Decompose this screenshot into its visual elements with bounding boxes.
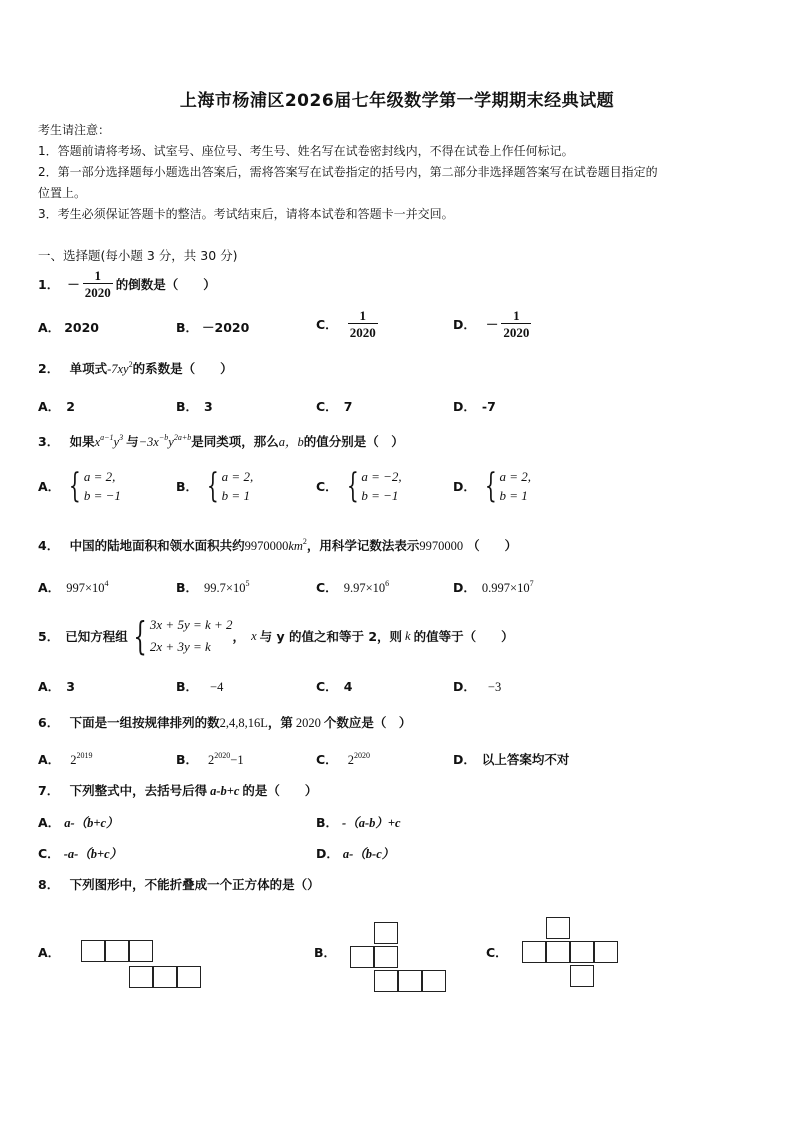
q3-option-d xyxy=(453,467,531,505)
question-1 xyxy=(38,268,216,300)
q6-option-d xyxy=(453,750,569,768)
question-text: 下列整式中，去括号后得 xyxy=(69,783,208,798)
equation-row: a = 2, xyxy=(499,469,532,484)
q7-option-b xyxy=(316,813,401,831)
exponent: a−1 xyxy=(100,433,114,442)
equation-system xyxy=(128,614,233,658)
question-number: 7． xyxy=(38,783,60,798)
option-text: 2 xyxy=(208,753,215,767)
net-square xyxy=(129,966,153,988)
question-text: 下面是一组按规律排列的数 xyxy=(69,715,220,730)
q8-option-c-label: C． xyxy=(486,945,508,960)
question-text: 单项式 xyxy=(69,361,108,376)
question-text: 下列图形中，不能折叠成一个正方体的是（） xyxy=(69,877,320,892)
term-1 xyxy=(95,435,124,449)
question-2 xyxy=(38,359,233,377)
question-number: 2． xyxy=(38,361,60,376)
numerator: 1 xyxy=(359,308,366,323)
option-label: B． xyxy=(176,320,199,335)
option-label: D． xyxy=(453,399,476,414)
option-label: A． xyxy=(38,752,61,767)
net-square xyxy=(570,965,594,987)
variable: x xyxy=(251,628,257,643)
base: −3x xyxy=(138,435,159,449)
option-label: D． xyxy=(453,580,476,595)
option-label: B． xyxy=(176,679,199,694)
q3-option-a xyxy=(38,467,121,505)
option-label: C． xyxy=(316,752,338,767)
exponent: 6 xyxy=(385,579,390,588)
net-square xyxy=(422,970,446,992)
option-label: B． xyxy=(316,815,339,830)
equation-system xyxy=(342,467,402,505)
option-text: -7 xyxy=(481,399,496,414)
equation-row: b = 1 xyxy=(221,488,250,503)
question-text: 中国的陆地面积和领水面积共约 xyxy=(69,538,245,553)
q5-option-b xyxy=(176,677,223,695)
exponent: 7 xyxy=(529,579,534,588)
question-text: 与 xyxy=(126,434,139,449)
q4-option-b xyxy=(176,578,249,596)
option-label: D． xyxy=(453,479,476,494)
option-label: D． xyxy=(453,317,476,332)
variable: k xyxy=(405,628,411,643)
q1-option-b xyxy=(176,318,249,336)
option-label: B． xyxy=(176,580,199,595)
fraction xyxy=(348,308,378,340)
equation-row: 3x + 5y = k + 2 xyxy=(149,617,233,632)
exponent: 2020 xyxy=(353,751,370,760)
question-text: 个数应是（ ） xyxy=(323,715,412,730)
brace-icon: { xyxy=(69,466,81,506)
question-5 xyxy=(38,614,514,658)
net-square xyxy=(546,941,570,963)
expression: -7xy xyxy=(107,362,129,376)
cube-net-a xyxy=(81,940,201,990)
option-text: 9.97×10 xyxy=(343,581,386,595)
option-label: C． xyxy=(316,317,338,332)
q7-option-d xyxy=(316,844,394,862)
question-text: 如果 xyxy=(69,434,95,449)
q1-option-a xyxy=(38,318,99,336)
option-text: 7 xyxy=(343,399,353,414)
q7-option-c xyxy=(38,844,122,862)
exponent: −b xyxy=(158,433,169,442)
question-text: ，用科学记数法表示 xyxy=(306,538,420,553)
question-3 xyxy=(38,432,404,450)
q6-option-c xyxy=(316,750,370,768)
value: 9970000 xyxy=(419,539,464,553)
notice-item-2-cont: 位置上。 xyxy=(38,186,87,200)
question-text: 的倒数是（ ） xyxy=(115,277,216,292)
option-text: 2020 xyxy=(64,320,99,335)
notice-item-2: 2．第一部分选择题每小题选出答案后，需将答案写在试卷指定的括号内，第二部分非选择题答案写在试卷题目指定的 xyxy=(38,165,658,179)
q3-option-b xyxy=(176,467,253,505)
expression: a-b+c xyxy=(210,784,240,798)
option-label: C． xyxy=(316,479,338,494)
notice-item-3: 3．考生必须保证答题卡的整洁。考试结束后，请将本试卷和答题卡一并交回。 xyxy=(38,207,454,221)
fraction xyxy=(501,308,531,340)
question-text: ，第 xyxy=(267,715,293,730)
option-text: a-（b-c） xyxy=(342,847,395,861)
option-text: 3 xyxy=(66,679,75,694)
question-6 xyxy=(38,713,411,731)
question-text: 与 y 的值之和等于 2，则 xyxy=(259,629,403,644)
net-square xyxy=(105,940,129,962)
variables: a，b xyxy=(278,435,304,449)
option-label: A． xyxy=(38,479,61,494)
exponent: 3 xyxy=(119,433,124,442)
option-text: 以上答案均不对 xyxy=(481,752,570,767)
option-label: C． xyxy=(316,580,338,595)
section-heading: 一、选择题(每小题 3 分，共 30 分) xyxy=(38,248,238,263)
option-text: 4 xyxy=(343,679,353,694)
option-text: -a-（b+c） xyxy=(63,847,123,861)
base: y xyxy=(168,435,174,449)
equation-row: a = −2, xyxy=(361,469,402,484)
option-text: -（a-b）+c xyxy=(342,816,401,830)
unit: km xyxy=(288,539,303,553)
equation-row: b = −1 xyxy=(361,488,399,503)
option-label: C． xyxy=(316,679,338,694)
option-text: −4 xyxy=(210,680,224,694)
q5-option-a xyxy=(38,677,75,695)
answer-parens: （ ） xyxy=(467,538,518,553)
equation-system xyxy=(480,467,531,505)
value: 9970000 xyxy=(244,539,289,553)
question-text: 的系数是（ ） xyxy=(132,361,233,376)
q1-option-c xyxy=(316,308,381,340)
option-text: −3 xyxy=(487,680,502,694)
question-text: 的值分别是（ ） xyxy=(303,434,404,449)
option-text: −1 xyxy=(230,753,244,767)
net-square xyxy=(81,940,105,962)
option-label: A． xyxy=(38,580,61,595)
q4-option-a xyxy=(38,578,109,596)
option-label: D． xyxy=(453,679,476,694)
net-square xyxy=(374,970,398,992)
q6-option-b xyxy=(176,750,244,768)
net-square xyxy=(594,941,618,963)
question-number: 4． xyxy=(38,538,60,553)
question-8 xyxy=(38,875,320,893)
q1-option-d xyxy=(453,308,534,340)
option-text: 2 xyxy=(70,753,77,767)
equation-row: 2x + 3y = k xyxy=(149,639,211,654)
option-label: B． xyxy=(176,479,199,494)
net-square xyxy=(153,966,177,988)
option-text: a-（b+c） xyxy=(64,816,119,830)
option-label: A． xyxy=(38,679,61,694)
base: x xyxy=(94,435,101,449)
net-square xyxy=(522,941,546,963)
q2-option-d xyxy=(453,397,496,415)
question-text: 是同类项，那么 xyxy=(191,434,279,449)
brace-icon: { xyxy=(346,466,359,506)
option-label: D． xyxy=(453,752,476,767)
net-square xyxy=(129,940,153,962)
equation-system xyxy=(202,467,253,505)
numerator: 1 xyxy=(513,308,520,323)
option-label: A． xyxy=(38,815,61,830)
question-number: 1． xyxy=(38,277,60,292)
q7-option-a xyxy=(38,813,119,831)
sign: － xyxy=(67,277,80,292)
exponent: 5 xyxy=(245,579,250,588)
option-text: 3 xyxy=(204,399,213,414)
q4-option-d xyxy=(453,578,534,596)
denominator: 2020 xyxy=(349,325,376,340)
q2-option-b xyxy=(176,397,213,415)
question-text: ， xyxy=(232,629,246,644)
equation-row: a = 2, xyxy=(221,469,254,484)
q2-option-c xyxy=(316,397,352,415)
denominator: 2020 xyxy=(84,285,111,300)
exponent: 2 xyxy=(128,360,133,369)
option-label: B． xyxy=(176,752,199,767)
q5-option-c xyxy=(316,677,352,695)
exponent: 4 xyxy=(104,579,109,588)
q8-option-b-label: B． xyxy=(314,945,337,960)
notice-heading: 考生请注意： xyxy=(38,123,111,137)
q5-option-d xyxy=(453,677,501,695)
option-label: A． xyxy=(38,320,61,335)
equation-row: a = 2, xyxy=(83,469,116,484)
numerator: 1 xyxy=(94,268,101,283)
option-text: 2 xyxy=(66,399,75,414)
exponent: 2a+b xyxy=(173,433,192,442)
cube-net-b xyxy=(350,922,446,992)
net-square xyxy=(374,946,398,968)
net-square xyxy=(374,922,398,944)
denominator: 2020 xyxy=(503,325,530,340)
exponent: 2020 xyxy=(214,751,231,760)
option-label: C． xyxy=(316,399,338,414)
q8-option-a-label: A． xyxy=(38,945,61,960)
equation-row: b = −1 xyxy=(83,488,121,503)
question-number: 3． xyxy=(38,434,60,449)
question-text: 的值等于（ ） xyxy=(413,629,514,644)
brace-icon: { xyxy=(484,466,497,506)
question-4 xyxy=(38,536,517,554)
question-7 xyxy=(38,781,317,799)
option-label: C． xyxy=(38,846,60,861)
net-square xyxy=(546,917,570,939)
q6-option-a xyxy=(38,750,92,768)
question-number: 8． xyxy=(38,877,60,892)
net-square xyxy=(177,966,201,988)
q2-option-a xyxy=(38,397,75,415)
option-text: 99.7×10 xyxy=(204,581,246,595)
option-text: －2020 xyxy=(202,320,250,335)
option-label: B． xyxy=(176,399,199,414)
question-text: 的是（ ） xyxy=(242,783,318,798)
net-square xyxy=(350,946,374,968)
option-text: 0.997×10 xyxy=(481,581,530,595)
q3-option-c xyxy=(316,467,402,505)
option-label: D． xyxy=(316,846,339,861)
term-2 xyxy=(139,435,192,449)
question-number: 6． xyxy=(38,715,60,730)
net-square xyxy=(398,970,422,992)
q4-option-c xyxy=(316,578,389,596)
option-text: 2 xyxy=(347,753,354,767)
exponent: 2019 xyxy=(76,751,93,760)
equation-system xyxy=(64,467,121,505)
brace-icon: { xyxy=(206,466,219,506)
equation-row: b = 1 xyxy=(499,488,528,503)
value: 2020 xyxy=(295,716,321,730)
base: y xyxy=(113,435,120,449)
sign: － xyxy=(485,317,499,332)
option-label: A． xyxy=(38,399,61,414)
cube-net-c xyxy=(522,917,618,987)
net-square xyxy=(570,941,594,963)
brace-icon: { xyxy=(133,614,147,658)
sequence: 2,4,8,16L xyxy=(219,716,268,730)
fraction xyxy=(83,268,113,300)
notice-item-1: 1．答题前请将考场、试室号、座位号、考生号、姓名写在试卷密封线内，不得在试卷上作任何标记。 xyxy=(38,144,574,158)
question-number: 5． xyxy=(38,629,60,644)
page-title: 上海市杨浦区2026届七年级数学第一学期期末经典试题 xyxy=(179,91,615,111)
question-text: 已知方程组 xyxy=(65,629,128,644)
option-text: 997×10 xyxy=(66,581,105,595)
exponent: 2 xyxy=(302,537,307,546)
